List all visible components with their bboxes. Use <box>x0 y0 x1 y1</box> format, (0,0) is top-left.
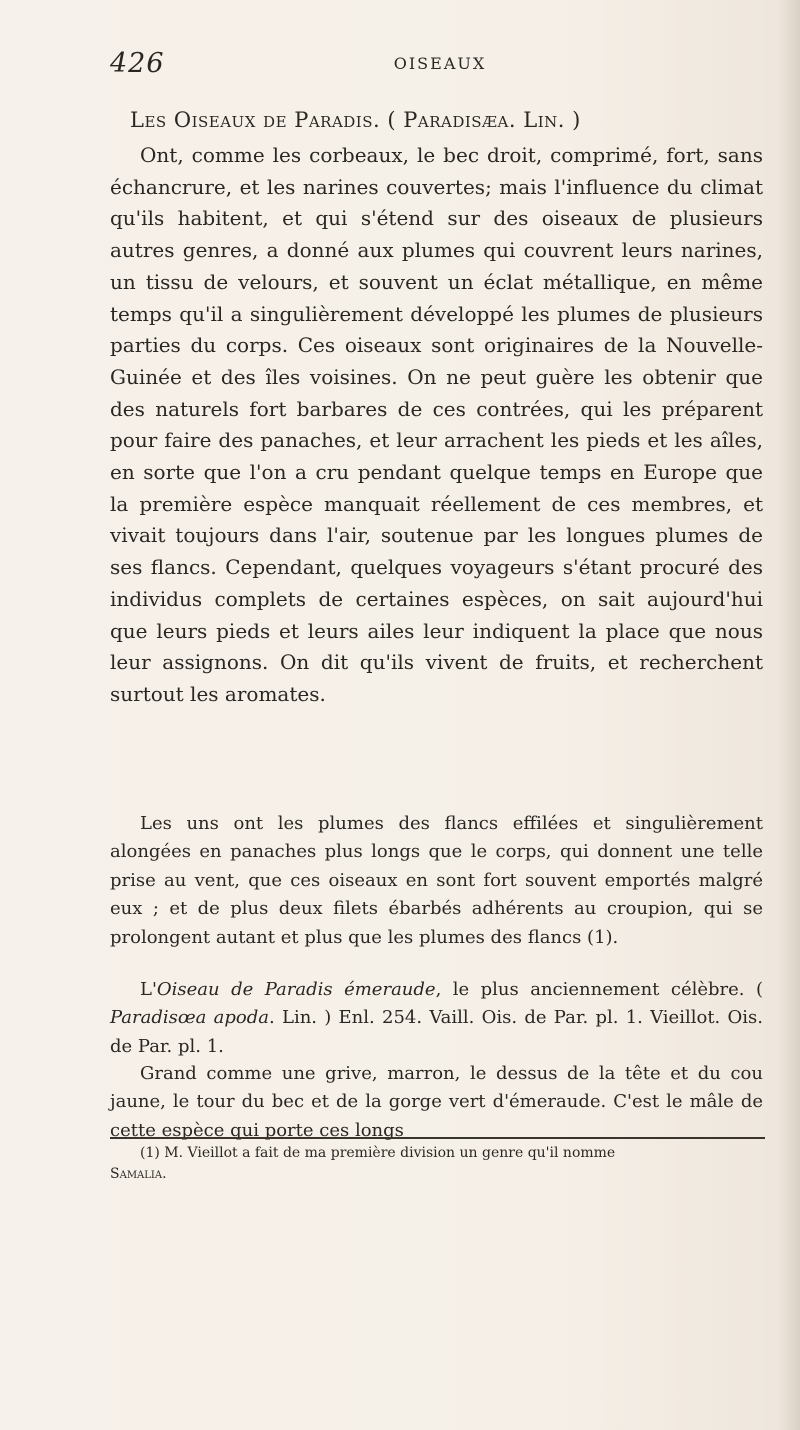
species-entry <box>110 976 763 1061</box>
plumage-paragraph: Les uns ont les plumes des flancs effilées et singulièrement alongées en panaches plus longs que le corps, qui donnent une telle prise au vent, que ces oiseaux en sont fort souvent emportés malgré eux ; et de plus deux filets ébarbés adhérents au croupion, qui se prolongent autant et plus que les plumes des flancs (1). <box>110 813 763 948</box>
species-latin-name: Paradisœa apoda <box>110 1007 270 1029</box>
species-name: Oiseau de Paradis émeraude <box>156 979 436 1000</box>
species-name-prefix: L' <box>140 979 157 1000</box>
species-separator: , le plus anciennement célèbre. ( <box>435 979 764 1000</box>
footnote-genus: Samalia. <box>110 1166 167 1182</box>
footnote <box>110 1143 763 1185</box>
page-edge-shadow <box>778 0 800 1430</box>
footnote-divider <box>110 1137 765 1139</box>
intro-paragraph: Ont, comme les corbeaux, le bec droit, comprimé, fort, sans échancrure, et les narines couvertes; mais l'influence du climat qu'ils habitent, et qui s'étend sur des oiseaux de plusieurs autres genres, a donné aux plumes qui couvrent leurs narines, un tissu de velours, et souvent un éclat métallique, en même temps qu'il a singulièrement développé les plumes de plusieurs parties du corps. Ces oiseaux sont originaires de la Nouvelle-Guinée et des îles voisines. On ne peut guère les obtenir que des naturels fort barbares de ces contrées, qui les préparent pour faire des panaches, et leur arrachent les pieds et les aîles, en sorte que l'on a cru pendant quelque temps en Europe que la première espèce manquait réellement de ces membres, et vivait toujours dans l'air, soutenue par les longues plumes de ses flancs. Cependant, quelques voyageurs s'étant procuré des individus complets de certaines espèces, on sait aujourd'hui que leurs pieds et leurs ailes leur indiquent la place que nous leur assignons. On dit qu'ils vivent de fruits, et recherchent surtout les aromates. <box>110 143 763 706</box>
running-head: OISEAUX <box>393 54 487 73</box>
footnote-text: (1) M. Vieillot a fait de ma première division un genre qu'il nomme <box>140 1145 616 1161</box>
species-references: . Lin. ) Enl. 254. Vaill. Ois. de Par. pl. 1. Vieillot. Ois. de Par. pl. 1. <box>110 1007 763 1057</box>
page-number: 426 <box>110 48 165 79</box>
page-header <box>110 48 770 88</box>
section-heading: Les Oiseaux de Paradis. ( Paradisæa. Lin. ) <box>130 108 581 132</box>
species-description: Grand comme une grive, marron, le dessus de la tête et du cou jaune, le tour du bec et de la gorge vert d'émeraude. C'est le mâle de cette espèce qui porte ces longs <box>110 1063 763 1141</box>
